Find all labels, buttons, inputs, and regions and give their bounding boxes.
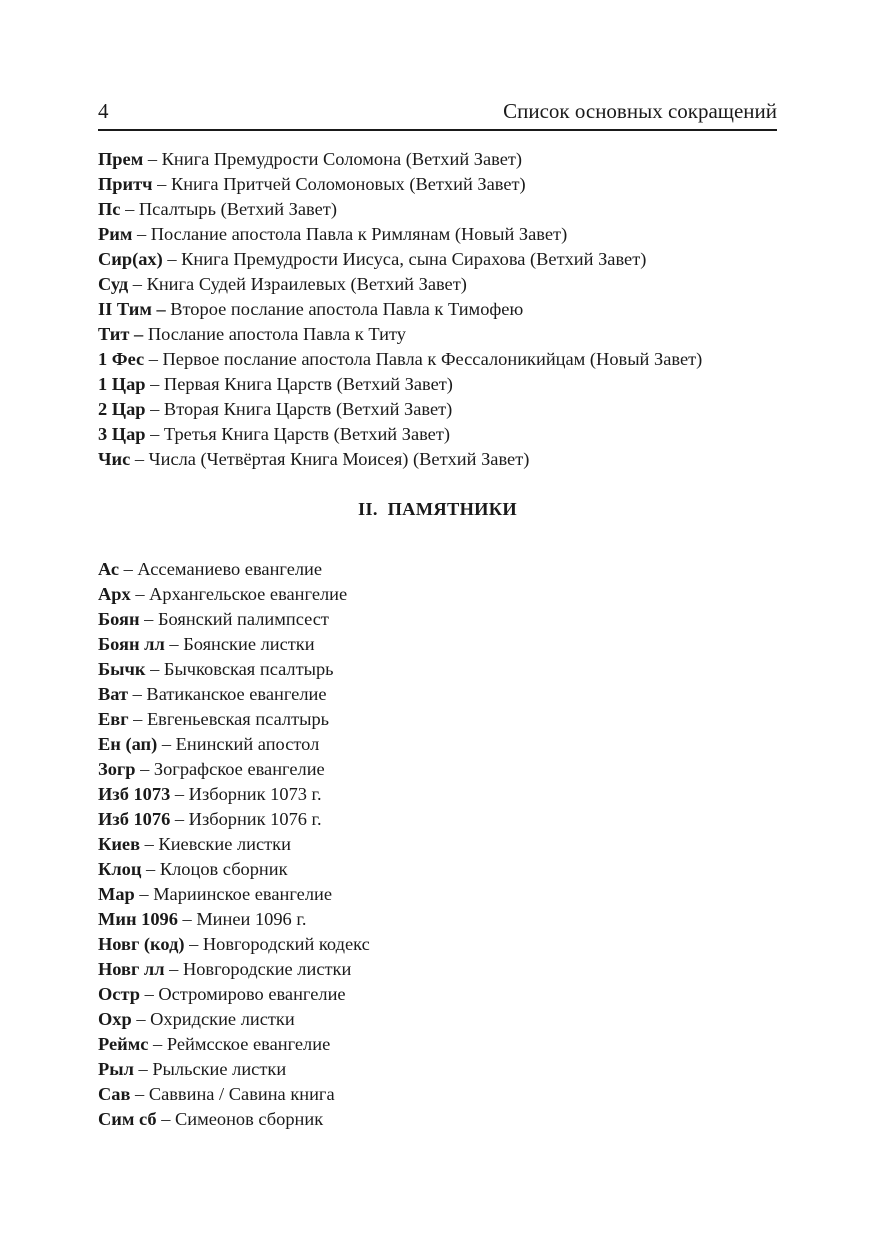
abbreviation-definition: Охридские листки xyxy=(150,1009,295,1029)
abbreviation-definition: Новгородские листки xyxy=(182,959,352,979)
abbreviation-term: Рыл xyxy=(98,1059,134,1079)
books-abbreviation-list xyxy=(98,147,777,472)
abbreviation-definition: Книга Премудрости Соломона (Ветхий Завет) xyxy=(161,149,523,169)
abbreviation-entry xyxy=(98,657,777,682)
abbreviation-term: Чис xyxy=(98,449,131,469)
separator: – xyxy=(164,959,183,979)
abbreviation-entry xyxy=(98,372,777,397)
abbreviation-term: Притч xyxy=(98,174,153,194)
abbreviation-term: Киев xyxy=(98,834,141,854)
separator: – xyxy=(177,909,197,929)
separator: – xyxy=(164,634,184,654)
abbreviation-term: Изб 1073 xyxy=(98,784,171,804)
abbreviation-definition: Книга Притчей Соломоновых (Ветхий Завет) xyxy=(170,174,526,194)
abbreviation-definition: Евгеньевская псалтырь xyxy=(146,709,330,729)
separator: – xyxy=(135,759,154,779)
separator: – xyxy=(133,1059,153,1079)
abbreviation-definition: Послание апостола Павла к Римлянам (Новый Завет) xyxy=(150,224,568,244)
abbreviation-definition: Мариинское евангелие xyxy=(153,884,333,904)
abbreviation-entry xyxy=(98,1057,777,1082)
separator: – xyxy=(143,149,162,169)
abbreviation-entry xyxy=(98,247,777,272)
abbreviation-definition: Вторая Книга Царств (Ветхий Завет) xyxy=(163,399,453,419)
separator: – xyxy=(184,934,203,954)
separator: – xyxy=(134,884,154,904)
separator: – xyxy=(128,684,147,704)
abbreviation-term: Рим xyxy=(98,224,133,244)
abbreviation-term: 1 Цар xyxy=(98,374,146,394)
abbreviation-definition: Изборник 1073 г. xyxy=(188,784,322,804)
monuments-abbreviation-list xyxy=(98,557,777,1132)
abbreviation-definition: Новгородский кодекс xyxy=(202,934,370,954)
abbreviation-entry xyxy=(98,632,777,657)
abbreviation-term: Новг (код) xyxy=(98,934,185,954)
abbreviation-definition: Боянские листки xyxy=(183,634,315,654)
abbreviation-term: Боян xyxy=(98,609,140,629)
abbreviation-definition: Бычковская псалтырь xyxy=(163,659,334,679)
abbreviation-entry xyxy=(98,707,777,732)
abbreviation-entry xyxy=(98,397,777,422)
abbreviation-term: 3 Цар xyxy=(98,424,146,444)
running-header xyxy=(98,96,777,131)
abbreviation-term: Евг xyxy=(98,709,129,729)
abbreviation-entry xyxy=(98,197,777,222)
abbreviation-entry xyxy=(98,932,777,957)
abbreviation-entry xyxy=(98,557,777,582)
abbreviation-definition: Рыльские листки xyxy=(152,1059,287,1079)
abbreviation-term: Ен (ап) xyxy=(98,734,158,754)
separator: – xyxy=(132,224,151,244)
abbreviation-term: Охр xyxy=(98,1009,132,1029)
abbreviation-entry xyxy=(98,857,777,882)
abbreviation-definition: Числа (Четвёртая Книга Моисея) (Ветхий Завет) xyxy=(148,449,530,469)
abbreviation-entry xyxy=(98,322,777,347)
separator: – xyxy=(130,1084,149,1104)
separator: – xyxy=(144,349,163,369)
abbreviation-definition: Архангельское евангелие xyxy=(149,584,348,604)
separator: – xyxy=(162,249,182,269)
separator: – xyxy=(128,709,147,729)
abbreviation-entry xyxy=(98,807,777,832)
abbreviation-definition: Первое послание апостола Павла к Фессалоникийцам (Новый Завет) xyxy=(162,349,703,369)
separator: – xyxy=(130,449,149,469)
abbreviation-entry xyxy=(98,297,777,322)
abbreviation-entry xyxy=(98,422,777,447)
separator: – xyxy=(131,1009,151,1029)
abbreviation-definition: Книга Судей Израилевых (Ветхий Завет) xyxy=(146,274,467,294)
abbreviation-entry xyxy=(98,272,777,297)
abbreviation-term: 1 Фес xyxy=(98,349,145,369)
abbreviation-entry xyxy=(98,347,777,372)
abbreviation-definition: Боянский палимпсест xyxy=(157,609,329,629)
abbreviation-term: Клоц xyxy=(98,859,142,879)
abbreviation-entry xyxy=(98,907,777,932)
separator: – xyxy=(145,374,164,394)
abbreviation-term: Тит – xyxy=(98,324,144,344)
separator: – xyxy=(120,199,139,219)
abbreviation-definition: Псалтырь (Ветхий Завет) xyxy=(138,199,337,219)
separator: – xyxy=(145,659,164,679)
abbreviation-entry xyxy=(98,757,777,782)
abbreviation-definition: Минеи 1096 г. xyxy=(196,909,307,929)
abbreviation-definition: Остромирово евангелие xyxy=(158,984,346,1004)
abbreviation-entry xyxy=(98,222,777,247)
abbreviation-entry xyxy=(98,732,777,757)
abbreviation-term: Арх xyxy=(98,584,131,604)
abbreviation-term: Реймс xyxy=(98,1034,149,1054)
page xyxy=(98,96,777,1132)
separator: – xyxy=(130,584,150,604)
abbreviation-entry xyxy=(98,1107,777,1132)
separator: – xyxy=(145,424,164,444)
abbreviation-definition: Ассеманиево евангелие xyxy=(137,559,323,579)
abbreviation-term: Мар xyxy=(98,884,135,904)
abbreviation-definition: Реймсское евангелие xyxy=(166,1034,331,1054)
abbreviation-definition: Киевские листки xyxy=(158,834,291,854)
abbreviation-term: Ват xyxy=(98,684,129,704)
separator: – xyxy=(139,609,158,629)
abbreviation-term: Мин 1096 xyxy=(98,909,178,929)
separator: – xyxy=(156,1109,175,1129)
abbreviation-entry xyxy=(98,882,777,907)
abbreviation-definition: Ватиканское евангелие xyxy=(146,684,327,704)
abbreviation-definition: Послание апостола Павла к Титу xyxy=(147,324,406,344)
abbreviation-term: Пс xyxy=(98,199,121,219)
abbreviation-term: Сав xyxy=(98,1084,131,1104)
abbreviation-definition: Зографское евангелие xyxy=(153,759,325,779)
separator: – xyxy=(128,274,147,294)
abbreviation-term: Прем xyxy=(98,149,144,169)
abbreviation-definition: Клоцов сборник xyxy=(159,859,288,879)
abbreviation-term: Остр xyxy=(98,984,140,1004)
separator: – xyxy=(170,784,189,804)
abbreviation-definition: Саввина / Савина книга xyxy=(148,1084,335,1104)
abbreviation-definition: Второе послание апостола Павла к Тимофею xyxy=(170,299,524,319)
abbreviation-term: Боян лл xyxy=(98,634,165,654)
separator: – xyxy=(140,834,159,854)
abbreviation-entry xyxy=(98,1082,777,1107)
abbreviation-term: Новг лл xyxy=(98,959,165,979)
abbreviation-term: Изб 1076 xyxy=(98,809,171,829)
separator: – xyxy=(170,809,189,829)
abbreviation-entry xyxy=(98,1007,777,1032)
abbreviation-term: Сим сб xyxy=(98,1109,157,1129)
abbreviation-entry xyxy=(98,172,777,197)
separator: – xyxy=(119,559,138,579)
abbreviation-definition: Первая Книга Царств (Ветхий Завет) xyxy=(163,374,453,394)
abbreviation-entry xyxy=(98,607,777,632)
abbreviation-entry xyxy=(98,982,777,1007)
abbreviation-term: II Тим – xyxy=(98,299,166,319)
abbreviation-term: Ас xyxy=(98,559,119,579)
abbreviation-entry xyxy=(98,1032,777,1057)
abbreviation-entry xyxy=(98,832,777,857)
abbreviation-entry xyxy=(98,682,777,707)
abbreviation-entry xyxy=(98,147,777,172)
separator: – xyxy=(157,734,176,754)
separator: – xyxy=(141,859,160,879)
separator: – xyxy=(139,984,159,1004)
separator: – xyxy=(145,399,164,419)
page-number: 4 xyxy=(98,99,109,123)
abbreviation-term: Суд xyxy=(98,274,129,294)
abbreviation-definition: Изборник 1076 г. xyxy=(188,809,322,829)
abbreviation-term: Бычк xyxy=(98,659,146,679)
abbreviation-entry xyxy=(98,957,777,982)
abbreviation-entry xyxy=(98,447,777,472)
abbreviation-entry xyxy=(98,582,777,607)
abbreviation-term: Зогр xyxy=(98,759,136,779)
section-title: II. ПАМЯТНИКИ xyxy=(357,499,518,519)
separator: – xyxy=(148,1034,167,1054)
abbreviation-term: 2 Цар xyxy=(98,399,146,419)
running-title: Список основных сокращений xyxy=(503,99,777,123)
abbreviation-definition: Симеонов сборник xyxy=(174,1109,324,1129)
abbreviation-definition: Енинский апостол xyxy=(175,734,320,754)
abbreviation-term: Сир(ах) xyxy=(98,249,163,269)
abbreviation-entry xyxy=(98,782,777,807)
separator: – xyxy=(152,174,171,194)
abbreviation-definition: Третья Книга Царств (Ветхий Завет) xyxy=(163,424,451,444)
abbreviation-definition: Книга Премудрости Иисуса, сына Сирахова (Ветхий Завет) xyxy=(181,249,647,269)
